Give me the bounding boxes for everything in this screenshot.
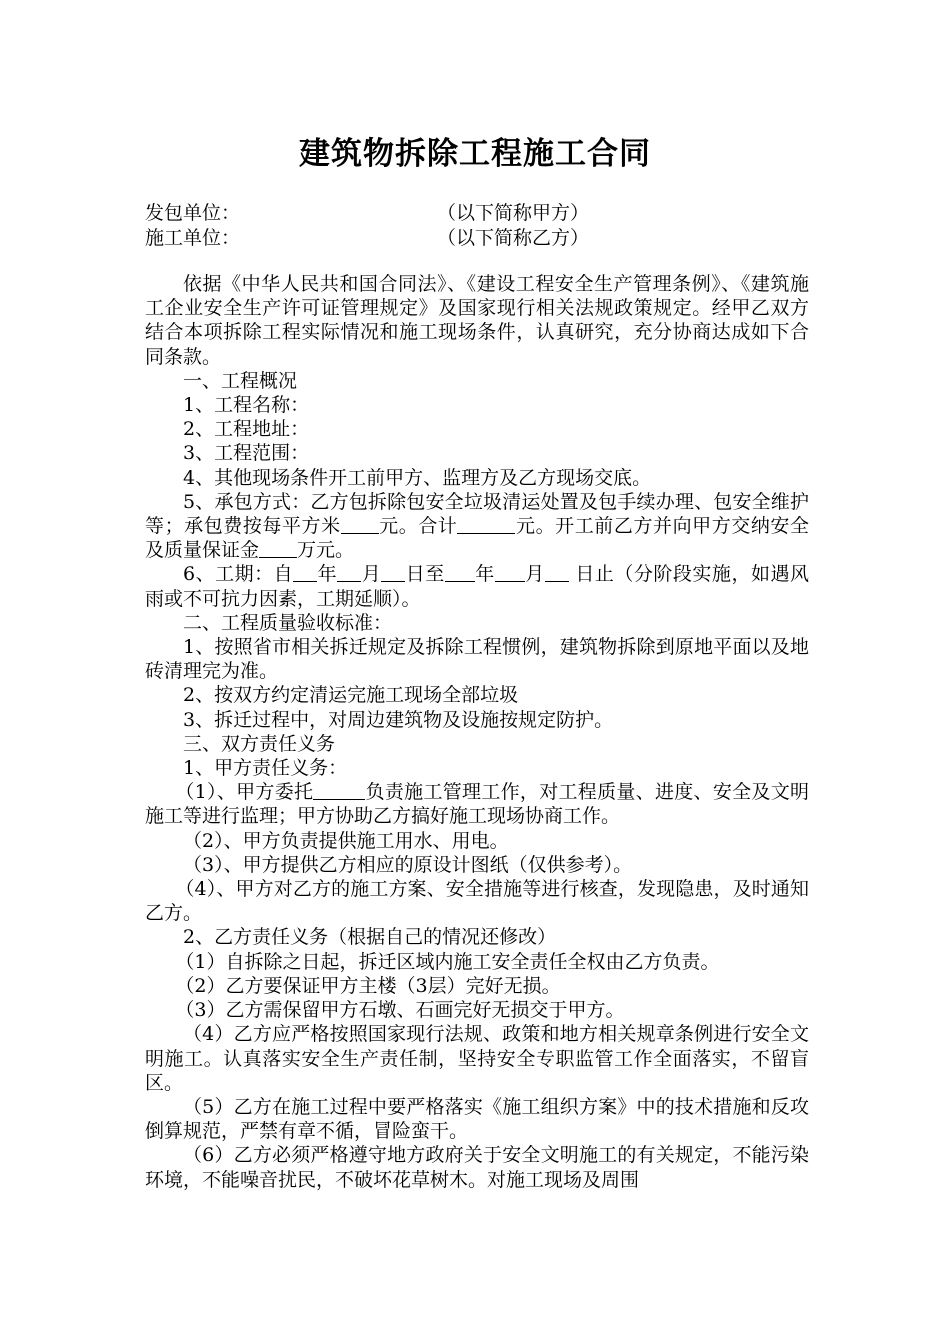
section-1-heading: 一、工程概况 — [183, 369, 298, 392]
quality-item-3: 3、拆迁过程中，对周边建筑物及设施按规定防护。 — [183, 708, 614, 731]
start-day-unit: 日至 — [405, 563, 445, 586]
quality-item-2: 2、按双方约定清运完施工现场全部垃圾 — [183, 684, 519, 707]
start-month-blank — [337, 563, 361, 582]
period-end-text: 日止（分阶段实施，如遇风雨或不可抗力因素，工期延顺）。 — [145, 563, 809, 610]
quality-item-1: 1、按照省市相关拆迁规定及拆除工程惯例，建筑物拆除到原地平面以及地砖清理完为准。 — [145, 636, 809, 683]
unit-price-blank — [341, 515, 379, 534]
duty-1-text: 负责施工管理工作，对工程质量、进度、安全及文明施工等进行监理；甲方协助乙方搞好施工现场协商工作。 — [145, 781, 809, 828]
end-month-blank — [495, 563, 525, 582]
party-a-line — [145, 200, 589, 226]
contract-method-text: 5、承包方式：乙方包拆除包安全垃圾清运处置及包手续办理、包安全维护等；承包费按每平方米 — [145, 490, 809, 538]
total-blank — [457, 515, 515, 534]
party-b-duty-1: （1）自拆除之日起，拆迁区域内施工安全责任全权由乙方负责。 — [175, 950, 720, 973]
party-a-duties-heading: 1、甲方责任义务： — [183, 757, 348, 780]
party-a-duty-4: （4）、甲方对乙方的施工方案、安全措施等进行核查，发现隐患，及时通知乙方。 — [145, 878, 809, 925]
section-3-heading: 三、双方责任义务 — [183, 732, 336, 755]
site-conditions: 4、其他现场条件开工前甲方、监理方及乙方现场交底。 — [183, 466, 652, 489]
party-b-duty-2: （2）乙方要保证甲方主楼（3层）完好无损。 — [175, 974, 561, 997]
contract-method — [145, 490, 809, 563]
deposit-text: 元。开工前乙方并向甲方交纳安全及质量保证金 — [145, 515, 809, 562]
party-b-duty-5: （5）乙方在施工过程中要严格落实《施工组织方案》中的技术措施和反攻倒算规范，严禁有章不循，冒险蛮干。 — [145, 1095, 809, 1143]
section-2-heading: 二、工程质量验收标准： — [183, 611, 393, 634]
party-b-duty-4: （4）乙方应严格按照国家现行法规、政策和地方相关规章条例进行安全文明施工。认真落实安全生产责任制，坚持安全专职监管工作全面落实，不留盲区。 — [145, 1023, 809, 1094]
contract-total-text: 元。合计 — [378, 515, 458, 538]
duty-1-prefix: （1）、甲方委托 — [175, 781, 314, 804]
start-year-blank — [293, 563, 317, 582]
entrusted-party-blank — [313, 781, 365, 800]
project-scope: 3、工程范围： — [183, 442, 310, 465]
start-day-blank — [381, 563, 405, 582]
party-a-duty-3: （3）、甲方提供乙方相应的原设计图纸（仅供参考）。 — [183, 853, 633, 876]
end-year-unit: 年 — [474, 563, 495, 586]
party-b-duty-3: （3）乙方需保留甲方石墩、石画完好无损交于甲方。 — [175, 999, 625, 1022]
party-a-duty-1 — [145, 780, 809, 828]
deposit-unit: 万元。 — [297, 539, 355, 562]
party-b-label: 施工单位： — [145, 227, 241, 249]
party-b-duty-6: （6）乙方必须严格遵守地方政府关于安全文明施工的有关规定，不能污染环境，不能噪音扰民，不破坏花草树木。对施工现场及周围 — [145, 1144, 809, 1191]
project-address: 2、工程地址： — [183, 418, 310, 441]
construction-period — [145, 562, 809, 610]
start-year-unit: 年 — [317, 563, 338, 586]
party-a-duty-2: （2）、甲方负责提供施工用水、用电。 — [183, 829, 509, 852]
party-b-line — [145, 225, 589, 251]
party-a-note: （以下简称甲方） — [437, 202, 590, 224]
project-name: 1、工程名称： — [183, 394, 310, 417]
contract-body — [145, 272, 809, 1192]
period-label: 6、工期：自 — [183, 563, 294, 586]
end-day-blank — [545, 563, 569, 582]
party-b-note: （以下简称乙方） — [437, 227, 590, 249]
end-year-blank — [445, 563, 475, 582]
document-title: 建筑物拆除工程施工合同 — [299, 136, 651, 172]
deposit-blank — [259, 539, 297, 558]
end-month-unit: 月 — [524, 563, 545, 586]
intro-paragraph: 依据《中华人民共和国合同法》、《建设工程安全生产管理条例》、《建筑施工企业安全生产许可证管理规定》及国家现行相关法规政策规定。经甲乙双方结合本项拆除工程实际情况和施工现场条件，认真研究，充分协商达成如下合同条款。 — [145, 273, 809, 368]
start-month-unit: 月 — [361, 563, 382, 586]
party-a-label: 发包单位： — [145, 202, 241, 224]
party-b-duties-heading: 2、乙方责任义务（根据自己的情况还修改） — [183, 926, 557, 949]
